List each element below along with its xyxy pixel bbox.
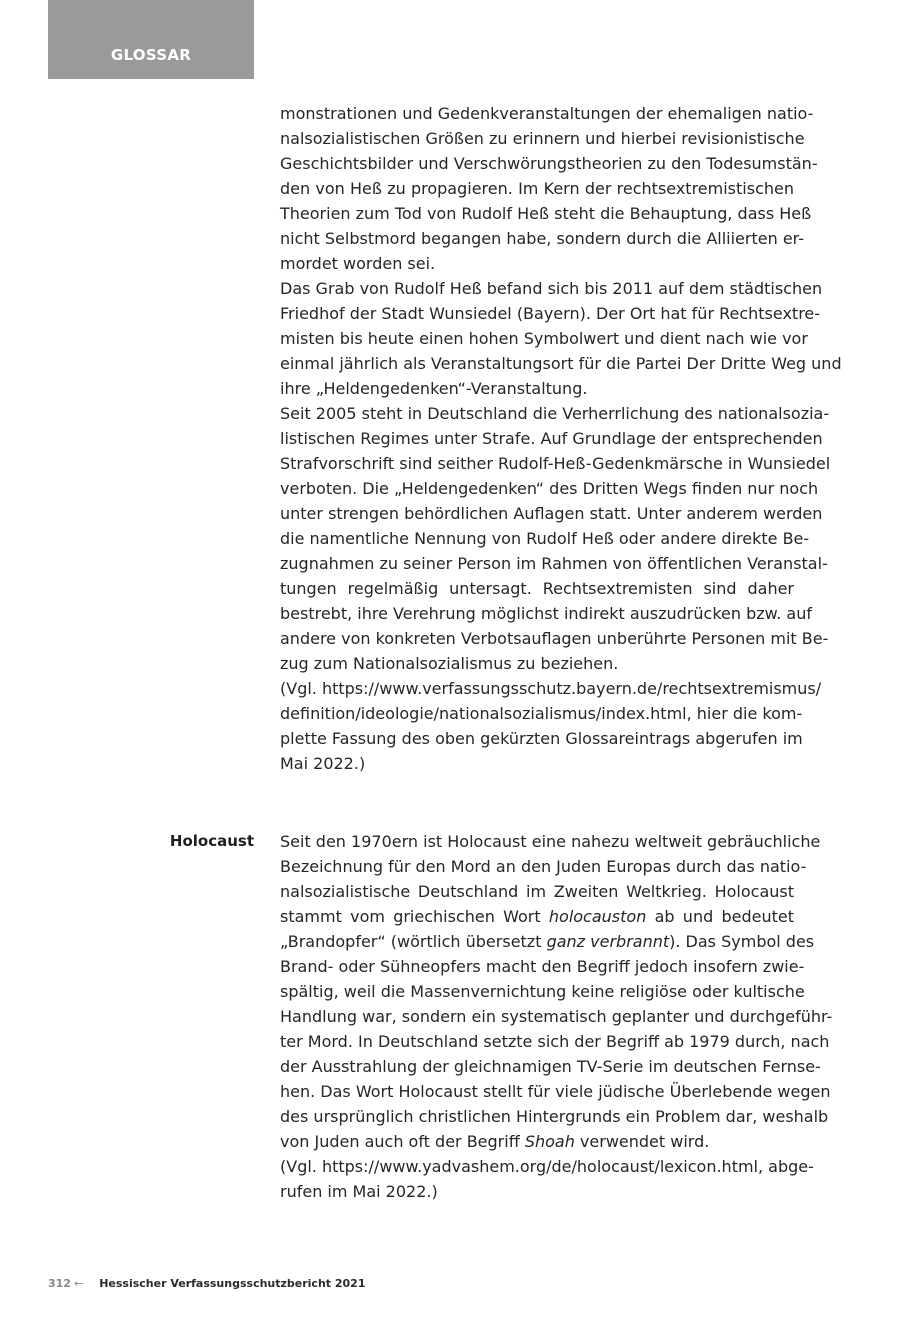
text-line: Seit den 1970ern ist Holocaust eine nahezu weltweit gebräuchliche (280, 832, 821, 851)
page-footer (48, 1277, 366, 1290)
text-line: definition/ideologie/nationalsozialismus/index.html, hier die kom- (280, 704, 803, 723)
text-line: Friedhof der Stadt Wunsiedel (Bayern). Der Ort hat für Rechtsextre- (280, 304, 821, 323)
text-line: verboten. Die „Heldengedenken“ des Dritten Wegs finden nur noch (280, 479, 819, 498)
paragraph (280, 676, 822, 776)
text-line: Brand- oder Sühneopfers macht den Begriff jedoch insofern zwie- (280, 957, 805, 976)
text-line: andere von konkreten Verbotsauflagen unberührte Personen mit Be- (280, 629, 829, 648)
text-line: den von Heß zu propagieren. Im Kern der rechtsextremistischen (280, 179, 794, 198)
text-line: zugnahmen zu seiner Person im Rahmen von öffentlichen Veranstal- (280, 554, 828, 573)
paragraph (280, 276, 842, 401)
text-line: von Juden auch oft der Begriff Shoah verwendet wird. (280, 1132, 710, 1151)
paragraph (280, 1154, 814, 1204)
glossary-term-holocaust: Holocaust (169, 832, 254, 850)
text-line: Handlung war, sondern ein systematisch geplanter und durchgeführ- (280, 1007, 833, 1026)
text-line: Geschichtsbilder und Verschwörungstheorien zu den Todesumstän- (280, 154, 818, 173)
text-line: nalsozialistischen Größen zu erinnern und hierbei revisionistische (280, 129, 805, 148)
text-line: nicht Selbstmord begangen habe, sondern durch die Alliierten er- (280, 229, 804, 248)
text-line: Strafvorschrift sind seither Rudolf-Heß-Gedenkmärsche in Wunsiedel (280, 454, 831, 473)
text-line: Bezeichnung für den Mord an den Juden Europas durch das natio- (280, 857, 807, 876)
text-line: „Brandopfer“ (wörtlich übersetzt ganz verbrannt). Das Symbol des (280, 932, 815, 951)
text-line: bestrebt, ihre Verehrung möglichst indirekt auszudrücken bzw. auf (280, 604, 812, 623)
page-number: 312 (48, 1277, 71, 1290)
text-line: Theorien zum Tod von Rudolf Heß steht die Behauptung, dass Heß (280, 204, 812, 223)
text-line: stammt vom griechischen Wort holocauston ab und bedeutet (280, 907, 795, 926)
paragraph (280, 829, 833, 1154)
text-line: spältig, weil die Massenvernichtung keine religiöse oder kultische (280, 982, 805, 1001)
section-header-tab (48, 0, 254, 79)
text-line: Das Grab von Rudolf Heß befand sich bis 2011 auf dem städtischen (280, 279, 823, 298)
text-line: die namentliche Nennung von Rudolf Heß oder andere direkte Be- (280, 529, 810, 548)
text-line: plette Fassung des oben gekürzten Glossareintrags abgerufen im (280, 729, 803, 748)
text-line: (Vgl. https://www.yadvashem.org/de/holocaust/lexicon.html, abge- (280, 1157, 814, 1176)
back-arrow-icon[interactable]: ← (73, 1277, 84, 1290)
text-line: tungen regelmäßig untersagt. Rechtsextremisten sind daher (280, 579, 794, 598)
text-line: der Ausstrahlung der gleichnamigen TV-Serie im deutschen Fernse- (280, 1057, 821, 1076)
text-line: mordet worden sei. (280, 254, 436, 273)
text-line: nalsozialistische Deutschland im Zweiten Weltkrieg. Holocaust (280, 882, 794, 901)
text-line: ihre „Heldengedenken“-Veranstaltung. (280, 379, 588, 398)
text-line: misten bis heute einen hohen Symbolwert und dient nach wie vor (280, 329, 808, 348)
text-line: monstrationen und Gedenkveranstaltungen der ehemaligen natio- (280, 104, 814, 123)
glossary-entry-continued (280, 101, 842, 776)
text-line: rufen im Mai 2022.) (280, 1182, 438, 1201)
text-line: des ursprünglich christlichen Hintergrunds ein Problem dar, weshalb (280, 1107, 829, 1126)
glossary-entry-holocaust (280, 829, 833, 1204)
text-line: (Vgl. https://www.verfassungsschutz.bayern.de/rechtsextremismus/ (280, 679, 822, 698)
publication-title: Hessischer Verfassungsschutzbericht 2021 (99, 1277, 366, 1290)
paragraph (280, 101, 818, 276)
text-line: listischen Regimes unter Strafe. Auf Grundlage der entsprechenden (280, 429, 823, 448)
text-line: zug zum Nationalsozialismus zu beziehen. (280, 654, 619, 673)
text-line: unter strengen behördlichen Auflagen statt. Unter anderem werden (280, 504, 823, 523)
text-line: Mai 2022.) (280, 754, 366, 773)
paragraph (280, 401, 831, 676)
text-line: ter Mord. In Deutschland setzte sich der Begriff ab 1979 durch, nach (280, 1032, 830, 1051)
text-line: hen. Das Wort Holocaust stellt für viele jüdische Überlebende wegen (280, 1082, 831, 1101)
text-line: einmal jährlich als Veranstaltungsort für die Partei Der Dritte Weg und (280, 354, 842, 373)
section-label: GLOSSAR (110, 46, 192, 64)
text-line: Seit 2005 steht in Deutschland die Verherrlichung des nationalsozia- (280, 404, 830, 423)
